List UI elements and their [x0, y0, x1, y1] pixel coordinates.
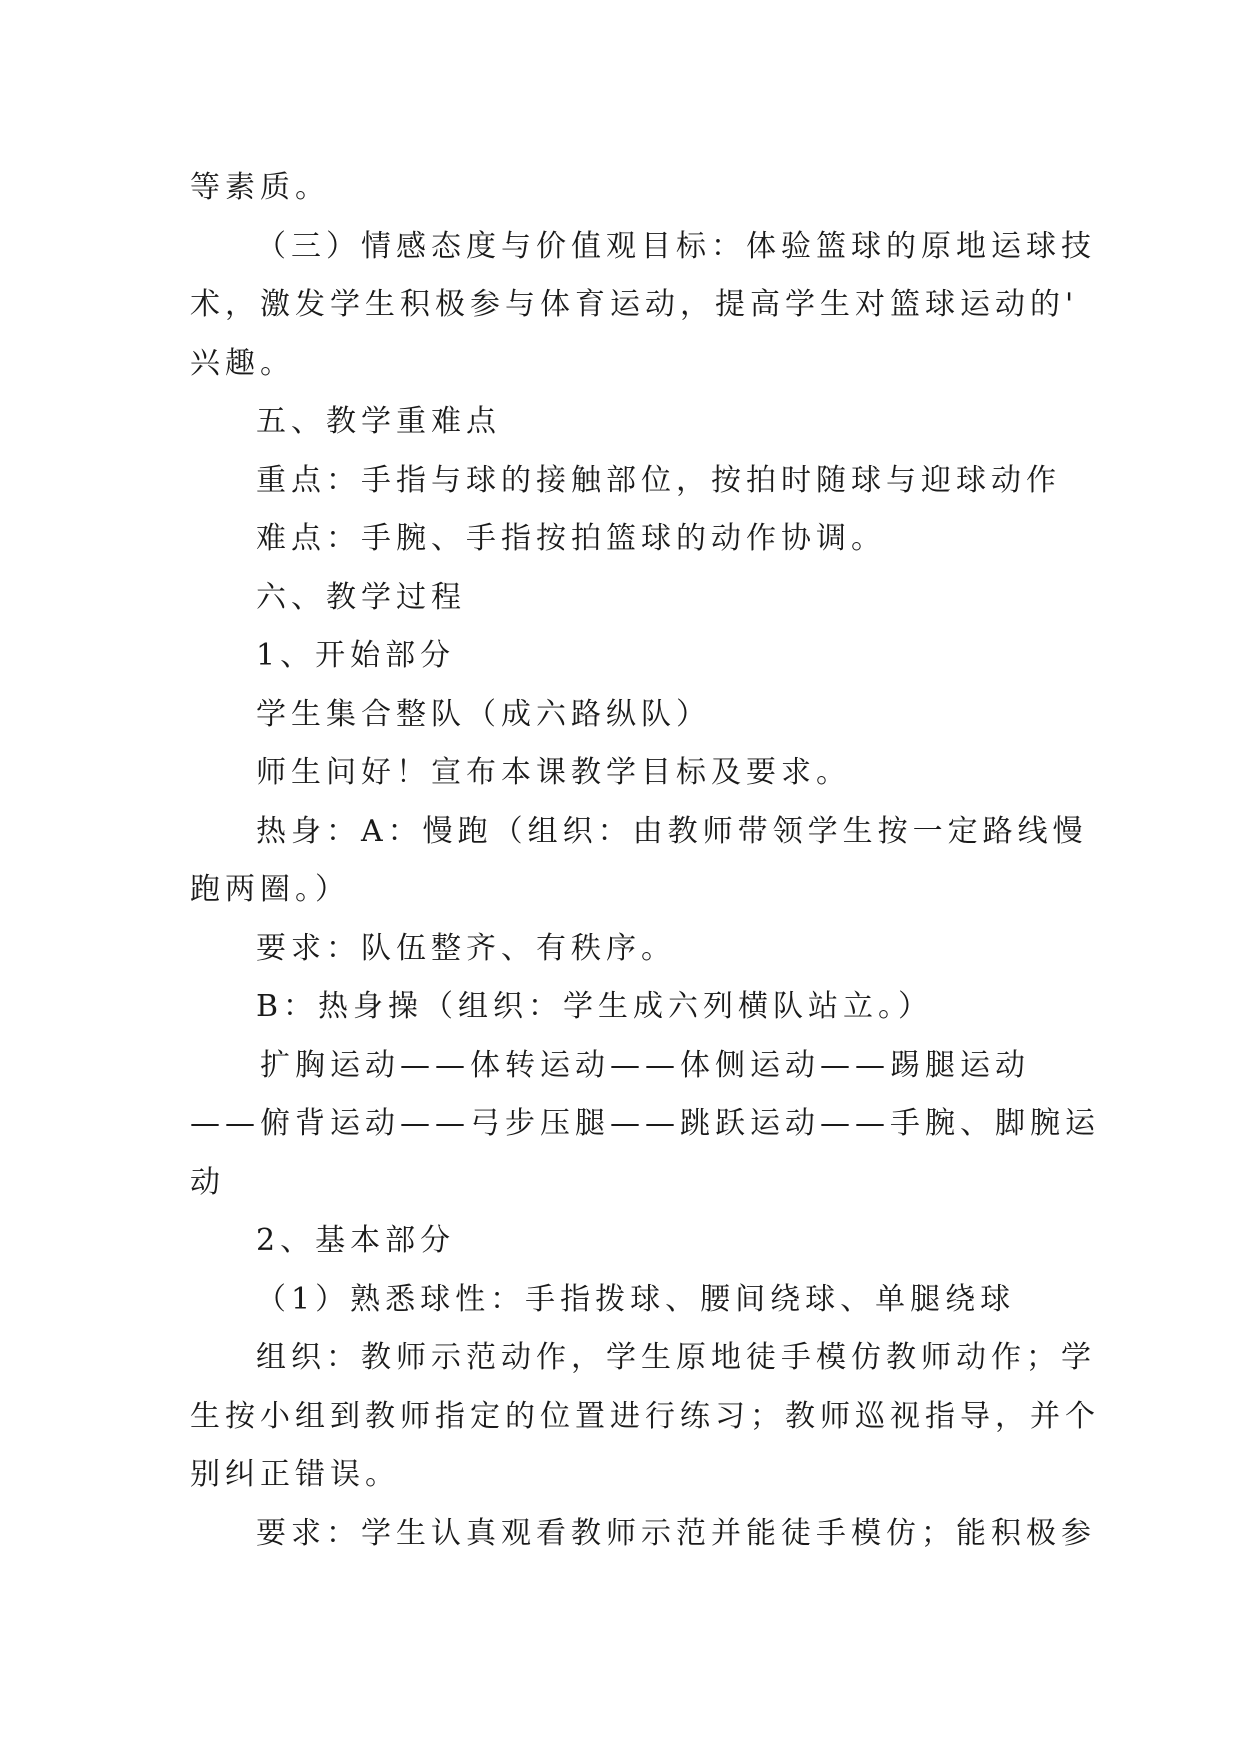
- text-line: 热身：A：慢跑（组织：由教师带领学生按一定路线慢: [256, 813, 1088, 849]
- text-line: ——俯背运动——弓步压腿——跳跃运动——手腕、脚腕运: [190, 1106, 1100, 1141]
- text-line: 跑两圈。）: [190, 872, 350, 907]
- text-line: 兴趣。: [190, 345, 295, 381]
- text-line: 难点：手腕、手指按拍篮球的动作协调。: [256, 521, 886, 556]
- text-line: 术，激发学生积极参与体育运动，提高学生对篮球运动的': [190, 287, 1079, 322]
- text-line: 组织：教师示范动作，学生原地徒手模仿教师动作；学: [256, 1340, 1096, 1375]
- text-line: 学生集合整队（成六路纵队）: [256, 696, 711, 732]
- text-line: 重点：手指与球的接触部位，按拍时随球与迎球动作: [256, 462, 1061, 498]
- text-line: B：热身操（组织：学生成六列横队站立。）: [256, 989, 934, 1024]
- text-line: 要求：学生认真观看教师示范并能徒手模仿；能积极参: [256, 1515, 1096, 1551]
- text-line: 等素质。: [190, 170, 330, 205]
- text-line: （1）熟悉球性：手指拨球、腰间绕球、单腿绕球: [256, 1281, 1016, 1317]
- section-heading: 六、教学过程: [256, 579, 466, 615]
- text-line: 师生问好！宣布本课教学目标及要求。: [256, 755, 851, 790]
- section-heading: 五、教学重难点: [256, 404, 501, 439]
- document-body: [190, 159, 1100, 1563]
- text-line: （三）情感态度与价值观目标：体验篮球的原地运球技: [256, 228, 1096, 264]
- subsection-heading: 1、开始部分: [256, 638, 456, 673]
- text-line: 动: [190, 1164, 225, 1200]
- text-line: 要求：队伍整齐、有秩序。: [256, 930, 676, 966]
- subsection-heading: 2、基本部分: [256, 1223, 456, 1258]
- text-line: 生按小组到教师指定的位置进行练习；教师巡视指导，并个: [190, 1398, 1100, 1434]
- text-line: 别纠正错误。: [190, 1457, 400, 1492]
- text-line: 扩胸运动——体转运动——体侧运动——踢腿运动: [260, 1047, 1030, 1083]
